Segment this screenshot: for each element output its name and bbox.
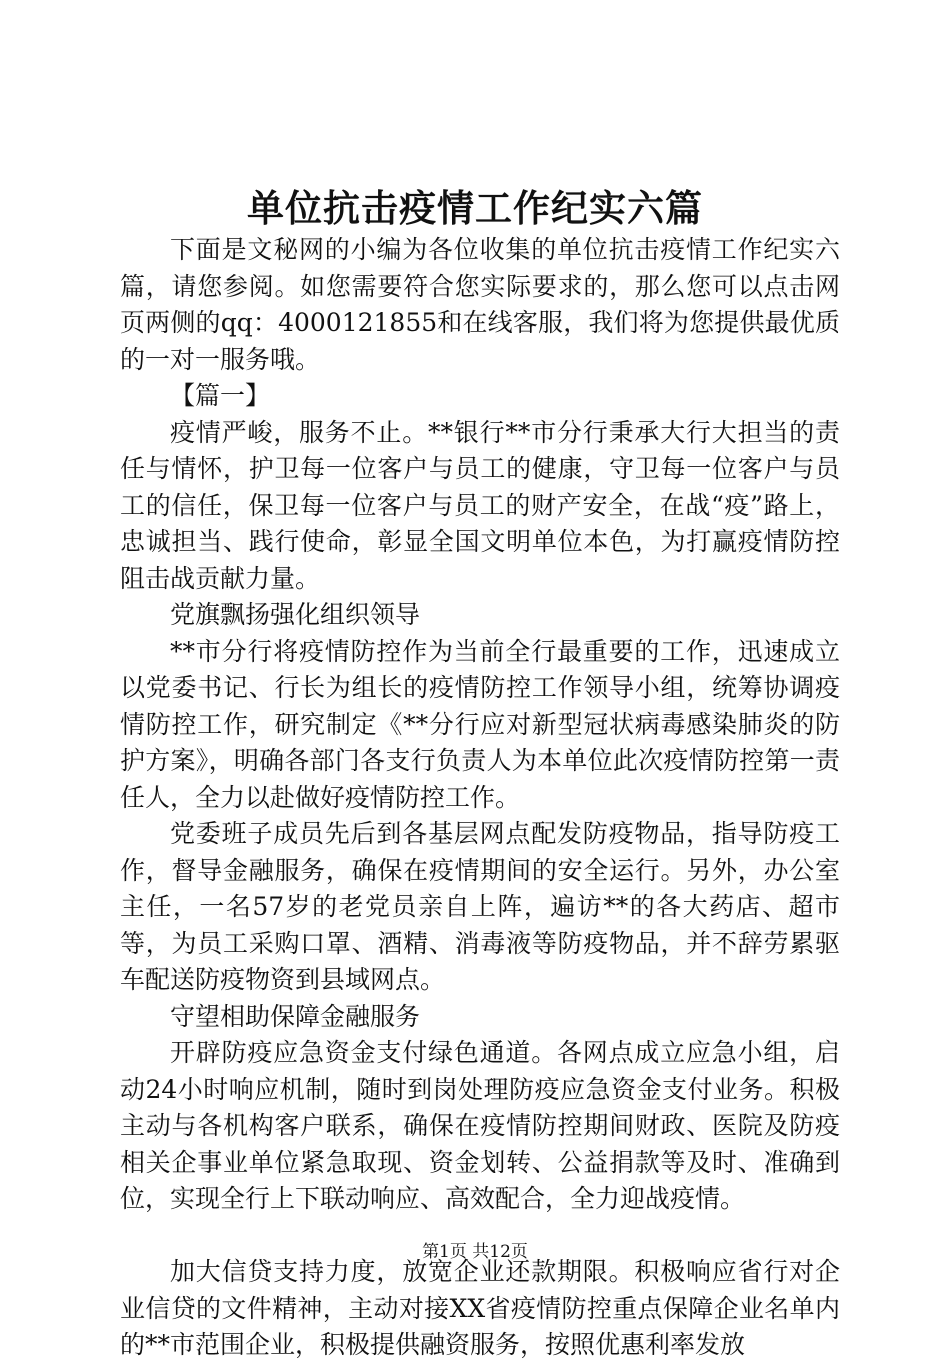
body-paragraph: 加大信贷支持力度，放宽企业还款期限。积极响应省行对企业信贷的文件精神，主动对接XX省疫情防控重点保障企业名单内的**市范围企业，积极提供融资服务，按照优惠利率发放 bbox=[120, 1257, 840, 1359]
subheading: 党旗飘扬强化组织领导 bbox=[170, 600, 421, 629]
body-paragraph: 开辟防疫应急资金支付绿色通道。各网点成立应急小组，启动24小时响应机制，随时到岗处理防疫应急资金支付业务。积极主动与各机构客户联系，确保在疫情防控期间财政、医院及防疫相关企事业单位紧急取现、资金划转、公益捐款等及时、准确到位，实现全行上下联动响应、高效配合，全力迎战疫情。 bbox=[120, 1038, 840, 1213]
body-paragraph: 疫情严峻，服务不止。**银行**市分行秉承大行大担当的责任与情怀，护卫每一位客户与员工的健康，守卫每一位客户与员工的信任，保卫每一位客户与员工的财产安全，在战“疫”路上，忠诚担当、践行使命，彰显全国文明单位本色，为打赢疫情防控阻击战贡献力量。 bbox=[120, 417, 840, 593]
body-paragraph: **市分行将疫情防控作为当前全行最重要的工作，迅速成立以党委书记、行长为组长的疫情防控工作领导小组，统筹协调疫情防控工作，研究制定《**分行应对新型冠状病毒感染肺炎的防护方案》，明确各部门各支行负责人为本单位此次疫情防控第一责任人，全力以赴做好疫情防控工作。 bbox=[120, 636, 840, 812]
section-heading: 【篇一】 bbox=[170, 381, 271, 410]
document-title: 单位抗击疫情工作纪实六篇 bbox=[247, 186, 703, 230]
subheading: 守望相助保障金融服务 bbox=[170, 1001, 421, 1031]
document-body bbox=[120, 232, 840, 1364]
body-paragraph: 党委班子成员先后到各基层网点配发防疫物品，指导防疫工作，督导金融服务，确保在疫情期间的安全运行。另外，办公室主任，一名57岁的老党员亲自上阵，遍访**的各大药店、超市等，为员工采购口罩、酒精、消毒液等防疫物品，并不辞劳累驱车配送防疫物资到县域网点。 bbox=[120, 819, 840, 994]
page-number-footer: 第1页 共12页 bbox=[422, 1242, 528, 1262]
intro-paragraph: 下面是文秘网的小编为各位收集的单位抗击疫情工作纪实六篇，请您参阅。如您需要符合您实际要求的，那么您可以点击网页两侧的qq：4000121855和在线客服，我们将为您提供最优质的一对一服务哦。 bbox=[120, 235, 840, 374]
